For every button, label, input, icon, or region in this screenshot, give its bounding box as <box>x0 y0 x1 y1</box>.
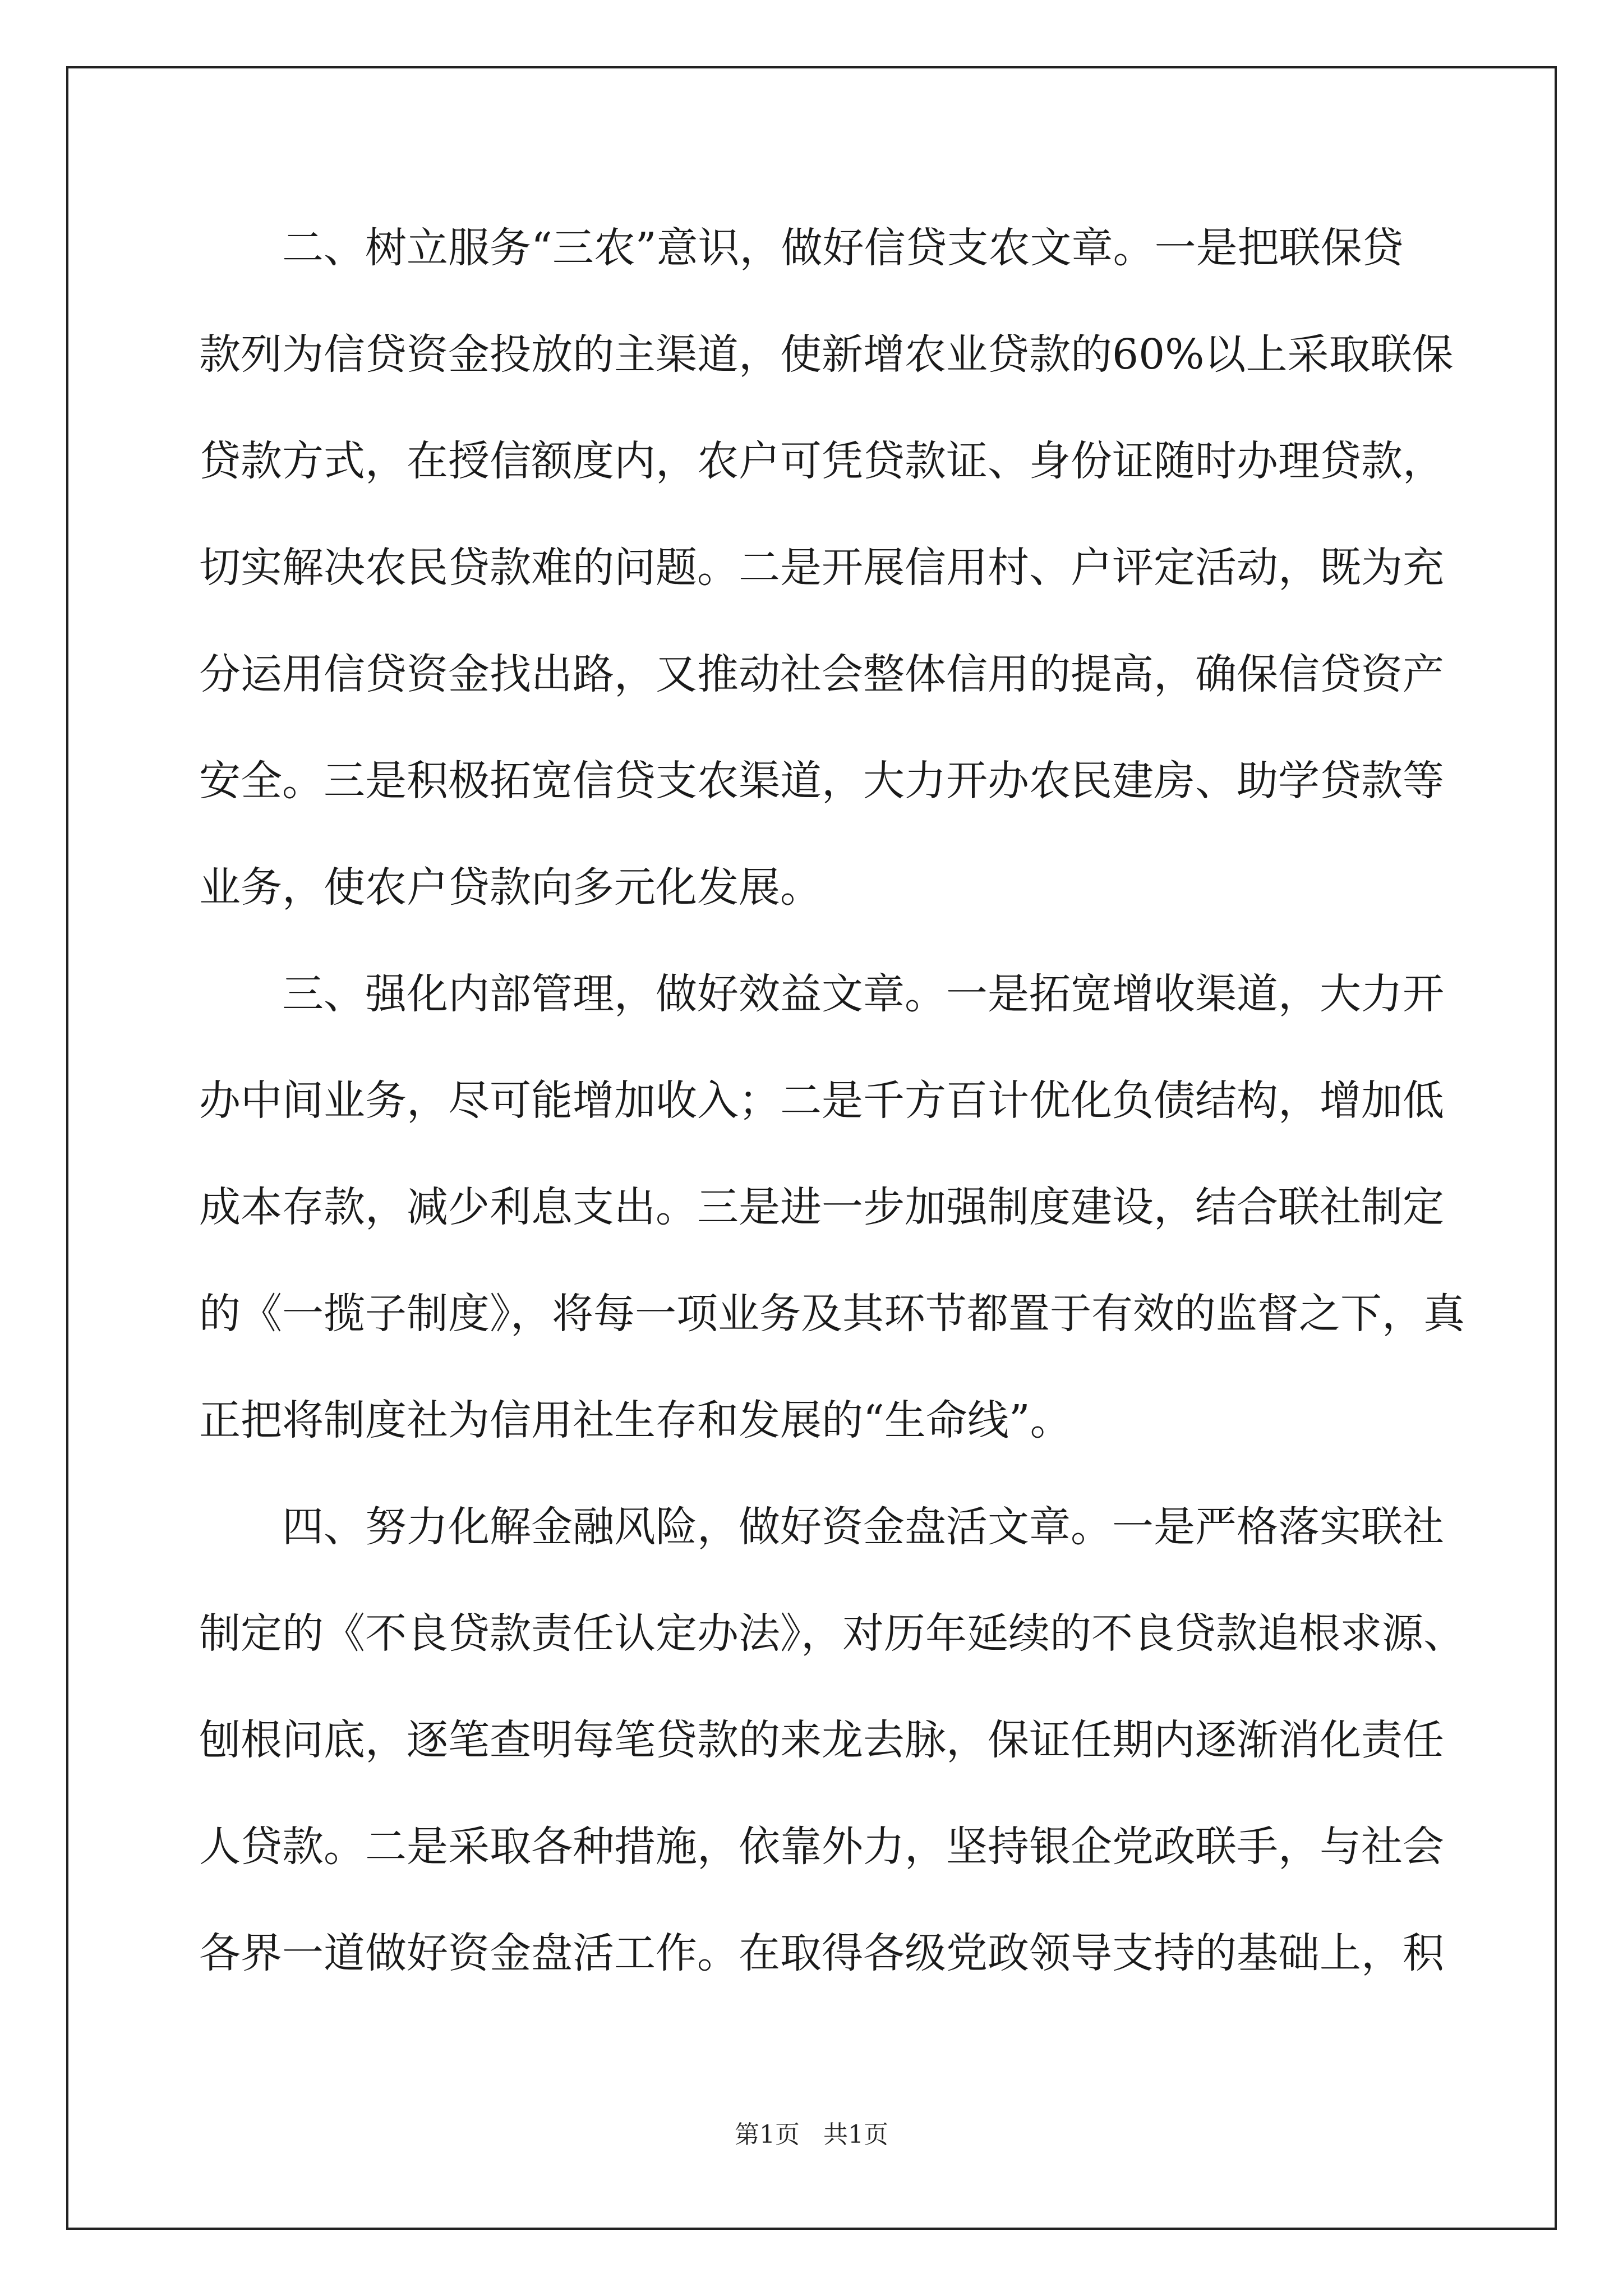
text-line: 分运用信贷资金找出路，又推动社会整体信用的提高，确保信贷资产 <box>199 650 1444 698</box>
text-line: 人贷款。二是采取各种措施，依靠外力，坚持银企党政联手，与社会 <box>199 1823 1444 1871</box>
text-line: 贷款方式，在授信额度内，农户可凭贷款证、身份证随时办理贷款， <box>199 437 1444 485</box>
text-line: 款列为信贷资金投放的主渠道，使新增农业贷款的60%以上采取联保 <box>199 330 1454 379</box>
text-line: 切实解决农民贷款难的问题。二是开展信用村、户评定活动，既为充 <box>199 544 1444 592</box>
page-number-footer: 第1页 共1页 <box>735 2120 888 2149</box>
text-line: 二、树立服务“三农”意识，做好信贷支农文章。一是把联保贷 <box>282 224 1404 272</box>
text-line: 各界一道做好资金盘活工作。在取得各级党政领导支持的基础上，积 <box>199 1929 1444 1977</box>
document-body <box>199 214 1465 2026</box>
text-line: 业务，使农户贷款向多元化发展。 <box>199 863 822 912</box>
text-line: 成本存款，减少利息支出。三是进一步加强制度建设，结合联社制定 <box>199 1183 1444 1231</box>
text-line: 正把将制度社为信用社生存和发展的“生命线”。 <box>199 1396 1072 1444</box>
text-line: 制定的《不良贷款责任认定办法》，对历年延续的不良贷款追根求源、 <box>199 1609 1465 1658</box>
text-line: 刨根问底，逐笔查明每笔贷款的来龙去脉，保证任期内逐渐消化责任 <box>199 1716 1444 1764</box>
text-line: 四、努力化解金融风险，做好资金盘活文章。一是严格落实联社 <box>282 1503 1444 1551</box>
text-line: 的《一揽子制度》，将每一项业务及其环节都置于有效的监督之下，真 <box>199 1290 1465 1338</box>
text-line: 安全。三是积极拓宽信贷支农渠道，大力开办农民建房、助学贷款等 <box>199 757 1444 805</box>
text-line: 办中间业务，尽可能增加收入；二是千方百计优化负债结构，增加低 <box>199 1076 1444 1125</box>
text-line: 三、强化内部管理，做好效益文章。一是拓宽增收渠道，大力开 <box>282 970 1444 1018</box>
